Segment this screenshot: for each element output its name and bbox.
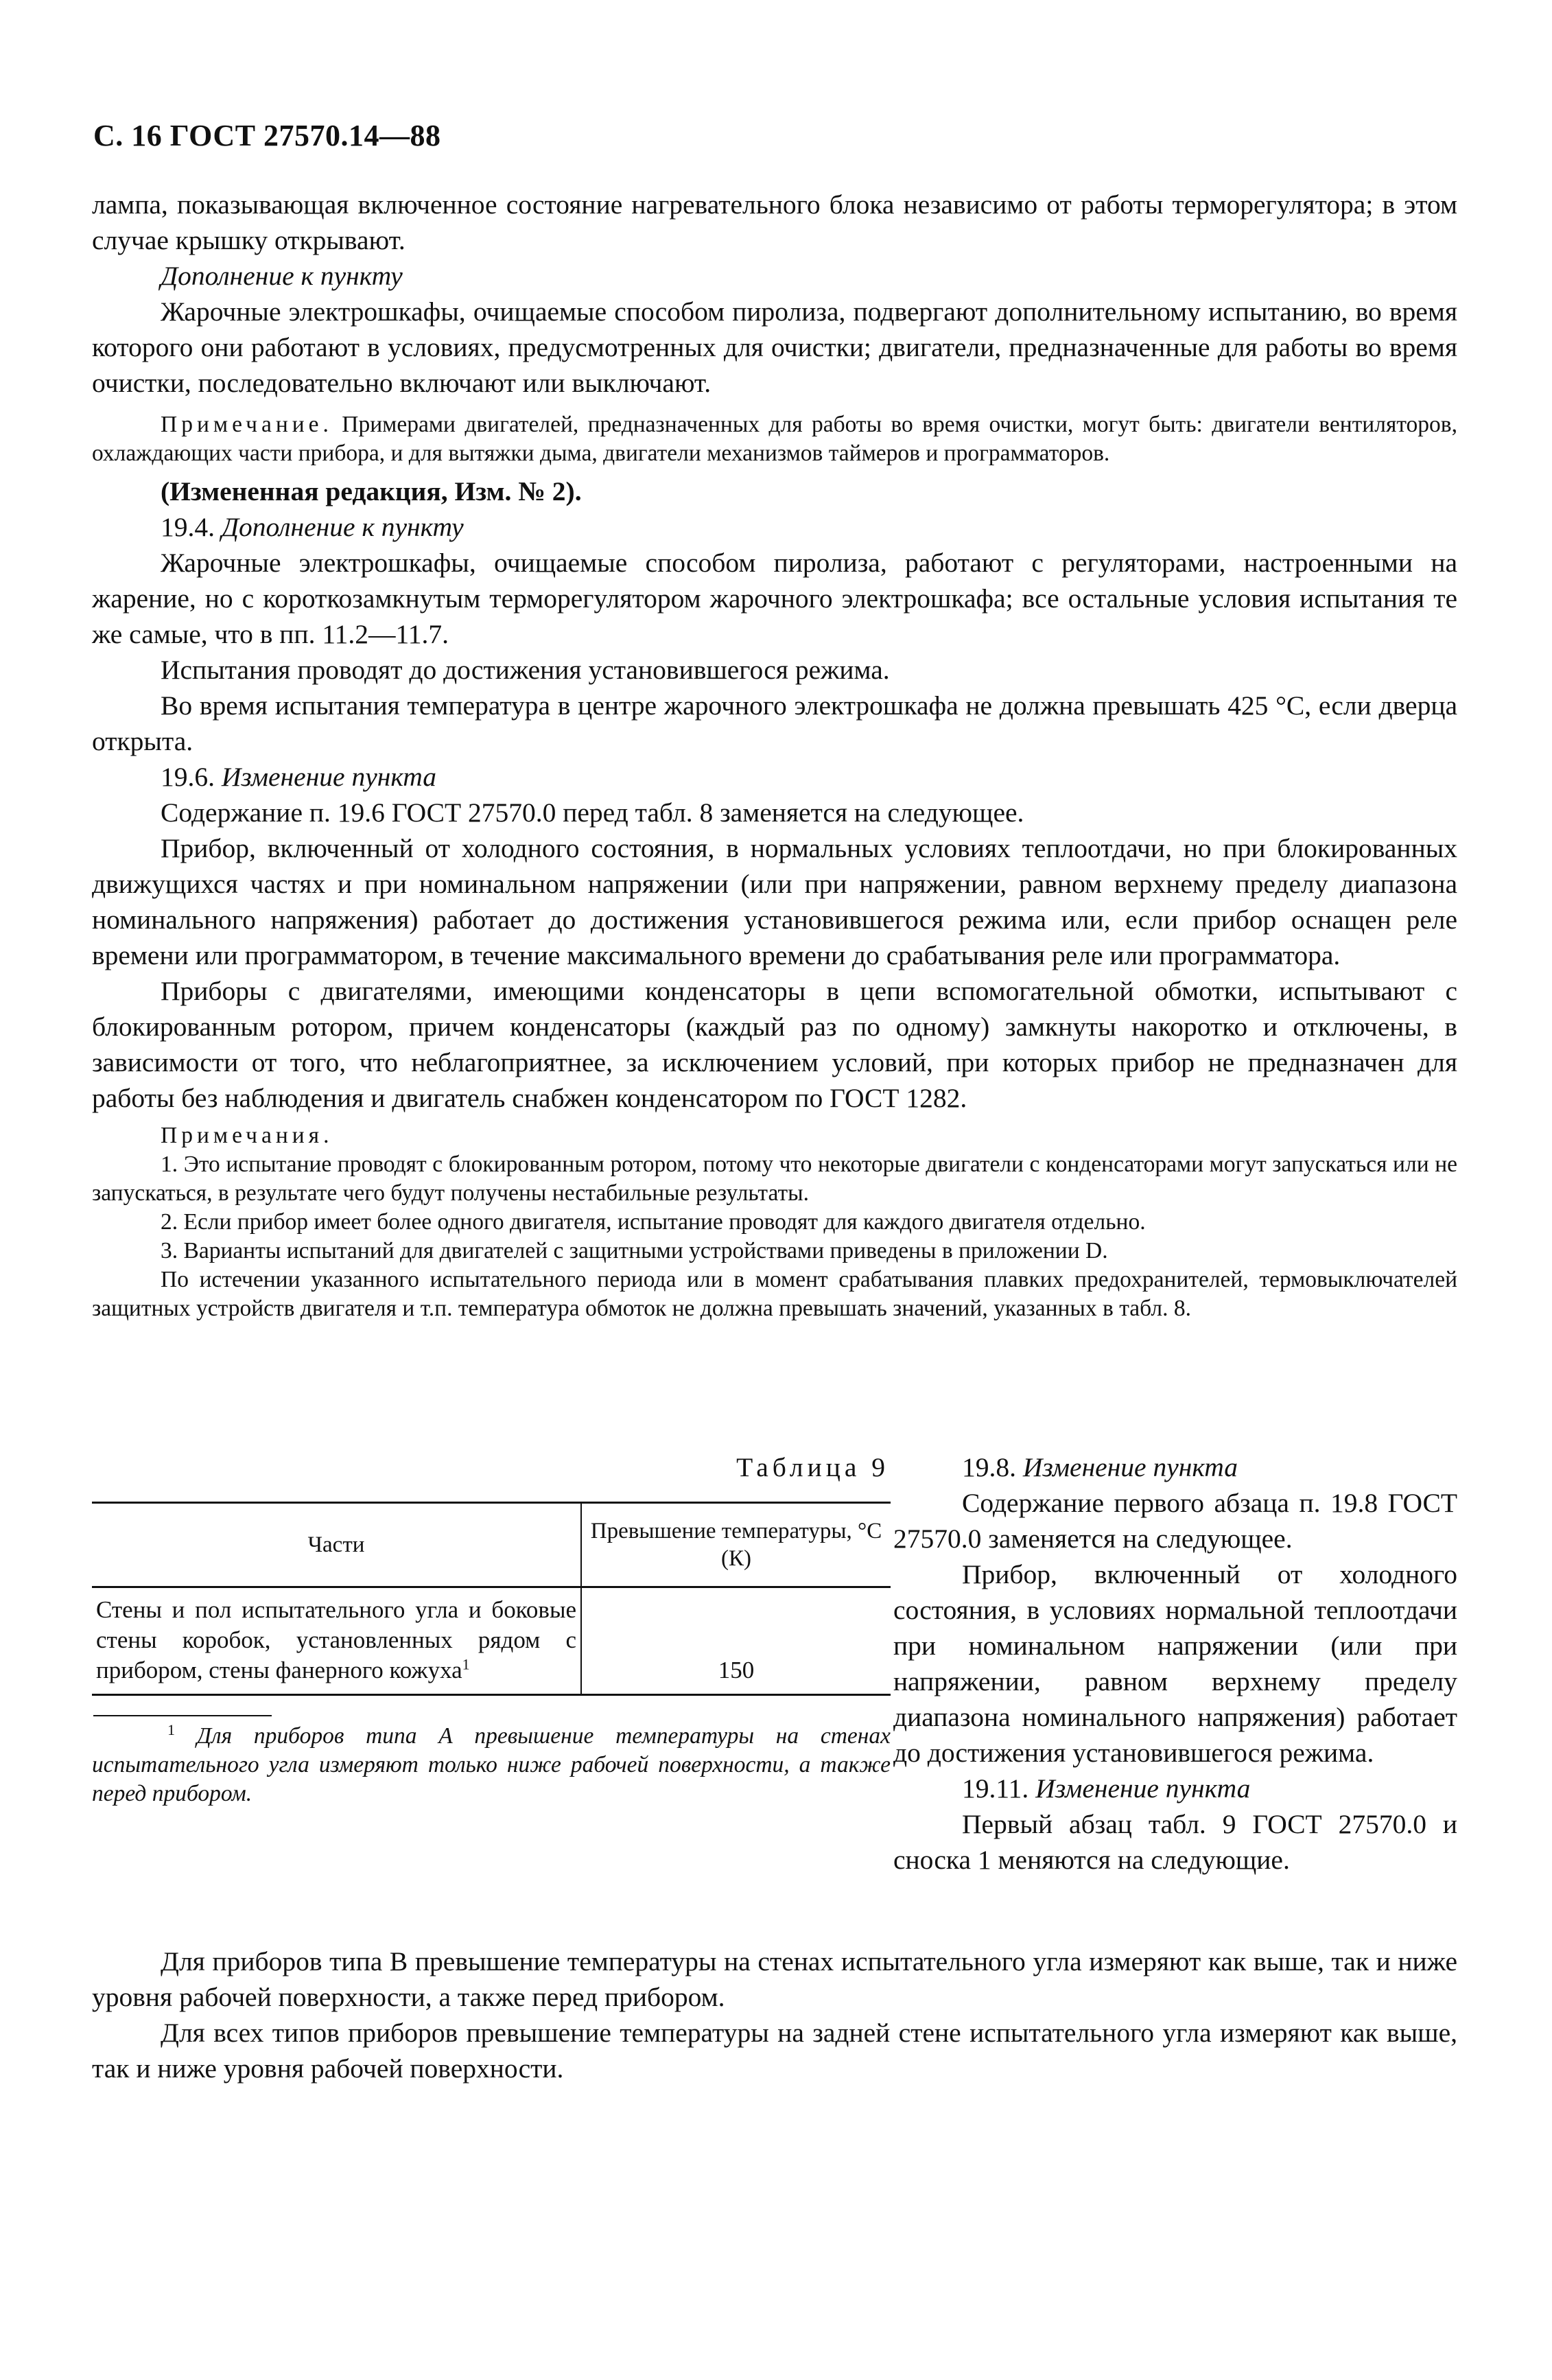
paragraph-cold-start: Прибор, включенный от холодного состояния, в нормальных условиях теплоотдачи, но при блокированных движущихся частях и при номинальном напряжении (или при напряжении, равном верхнему пределу диапазона номинального напряжения) работает до достижения установившегося режима или, если прибор оснащен реле времени или программатором, в течение максимального времени до срабатывания реле или программатора. — [92, 833, 1457, 970]
footnote-ref: 1 — [462, 1655, 470, 1673]
section-title: Изменение пункта — [1035, 1773, 1251, 1804]
table-caption: Таблица 9 — [736, 1452, 889, 1482]
section-19-11-heading — [893, 1771, 1457, 1806]
section-number: 19.4. — [161, 512, 222, 542]
paragraph-temperature-limit: Во время испытания температура в центре жарочного электрошкафа не должна превышать 425 °С, если дверца открыта. — [92, 690, 1457, 756]
paragraph-lamp: лампа, показывающая включенное состояние нагревательного блока независимо от работы терморегулятора; в этом случае крышку открывают. — [92, 189, 1457, 255]
section-number: 19.6. — [161, 762, 222, 792]
table-row — [92, 1587, 891, 1695]
section-19-8-heading — [893, 1449, 1457, 1485]
paragraph-19-8-replacement: Содержание первого абзаца п. 19.8 ГОСТ 27570.0 заменяется на следующее. — [893, 1488, 1457, 1554]
note-item: 2. Если прибор имеет более одного двигателя, испытание проводят для каждого двигателя отдельно. — [161, 1209, 1146, 1235]
paragraph-replacement: Содержание п. 19.6 ГОСТ 27570.0 перед табл. 8 заменяется на следующее. — [161, 797, 1024, 828]
table-cell-part — [92, 1587, 581, 1695]
section-title: Дополнение к пункту — [221, 512, 464, 542]
table-9-block — [92, 1449, 891, 1808]
footnote-divider — [93, 1715, 272, 1716]
cell-text: Стены и пол испытательного угла и боковые стены коробок, установленных рядом с прибором, стены фанерного кожуха — [96, 1596, 576, 1683]
revision-note: (Измененная редакция, Изм. № 2). — [161, 476, 582, 506]
paragraph-pyrolysis-test: Жарочные электрошкафы, очищаемые способом пиролиза, подвергают дополнительному испытанию, во время которого они работают в условиях, предусмотренных для очистки; двигатели, предназначенные для работы во время очистки, последовательно включают или выключают. — [92, 296, 1457, 398]
note-item: 1. Это испытание проводят с блокированным ротором, потому что некоторые двигатели с конденсаторами могут запускаться или не запускаться, в результате чего будут получены нестабильные результаты. — [92, 1152, 1457, 1206]
closing-text — [92, 1944, 1457, 2086]
paragraph-regulators: Жарочные электрошкафы, очищаемые способом пиролиза, работают с регуляторами, настроенными на жарение, но с короткозамкнутым терморегулятором жарочного электрошкафа; все остальные условия испытания те же самые, что в пп. 11.2—11.7. — [92, 548, 1457, 649]
footnote-mark: 1 — [167, 1720, 175, 1738]
table-9 — [92, 1502, 891, 1696]
paragraph-windings: По истечении указанного испытательного периода или в момент срабатывания плавких предохранителей, термовыключателей защитных устройств двигателя и т.п. температура обмоток не должна превышать значений, указанных в табл. 8. — [92, 1267, 1457, 1321]
note-label: Примечание. — [161, 412, 333, 437]
note-text: Примерами двигателей, предназначенных для работы во время очистки, могут быть: двигатели вентиляторов, охлаждающих части прибора, и для вытяжки дыма, двигатели механизмов таймеров и программаторов. — [92, 412, 1457, 466]
main-text — [92, 187, 1457, 1323]
section-19-6-heading — [92, 759, 1457, 795]
table-header-row — [92, 1503, 891, 1587]
page-header: С. 16 ГОСТ 27570.14—88 — [93, 119, 441, 152]
section-number: 19.11. — [962, 1773, 1036, 1804]
column-header-temperature: Превышение температуры, °С (К) — [590, 1519, 882, 1571]
footnote-text: Для приборов типа А превышение температуры на стенах испытательного угла измеряют только ниже рабочей поверхности, а также перед прибором. — [92, 1723, 891, 1806]
right-column — [893, 1449, 1457, 1878]
paragraph-19-8-text: Прибор, включенный от холодного состояния, в условиях нормальной теплоотдачи при номинальном напряжении (или при напряжении, равном верхнему пределу диапазона номинального напряжения) работает до достижения установившегося режима. — [893, 1559, 1457, 1768]
note-item: 3. Варианты испытаний для двигателей с защитными устройствами приведены в приложении D. — [161, 1238, 1108, 1263]
section-title: Изменение пункта — [1022, 1452, 1238, 1482]
notes-label: Примечания. — [161, 1123, 333, 1148]
addition-heading: Дополнение к пункту — [161, 261, 403, 291]
two-column-section — [92, 1449, 1457, 1916]
table-footnote — [92, 1722, 891, 1808]
paragraph-steady-state: Испытания проводят до достижения установившегося режима. — [161, 655, 890, 685]
paragraph-capacitors: Приборы с двигателями, имеющими конденсаторы в цепи вспомогательной обмотки, испытывают с блокированным ротором, причем конденсаторы (каждый раз по одному) замкнуты накоротко и отключены, в зависимости от того, что неблагоприятнее, за исключением условий, при которых прибор не предназначен для работы без наблюдения и двигатель снабжен конденсатором по ГОСТ 1282. — [92, 976, 1457, 1113]
section-19-4-heading — [92, 509, 1457, 545]
column-header-parts: Части — [92, 1503, 581, 1587]
paragraph-all-types: Для всех типов приборов превышение температуры на задней стене испытательного угла измеряют как выше, так и ниже уровня рабочей поверхности. — [92, 2018, 1457, 2084]
paragraph-type-b: Для приборов типа В превышение температуры на стенах испытательного угла измеряют как выше, так и ниже уровня рабочей поверхности, а также перед прибором. — [92, 1946, 1457, 2012]
section-number: 19.8. — [962, 1452, 1023, 1482]
section-title: Изменение пункта — [221, 762, 437, 792]
paragraph-19-11-text: Первый абзац табл. 9 ГОСТ 27570.0 и сноска 1 меняются на следующие. — [893, 1809, 1457, 1875]
table-cell-value: 150 — [718, 1657, 755, 1683]
note-motors — [92, 410, 1457, 468]
